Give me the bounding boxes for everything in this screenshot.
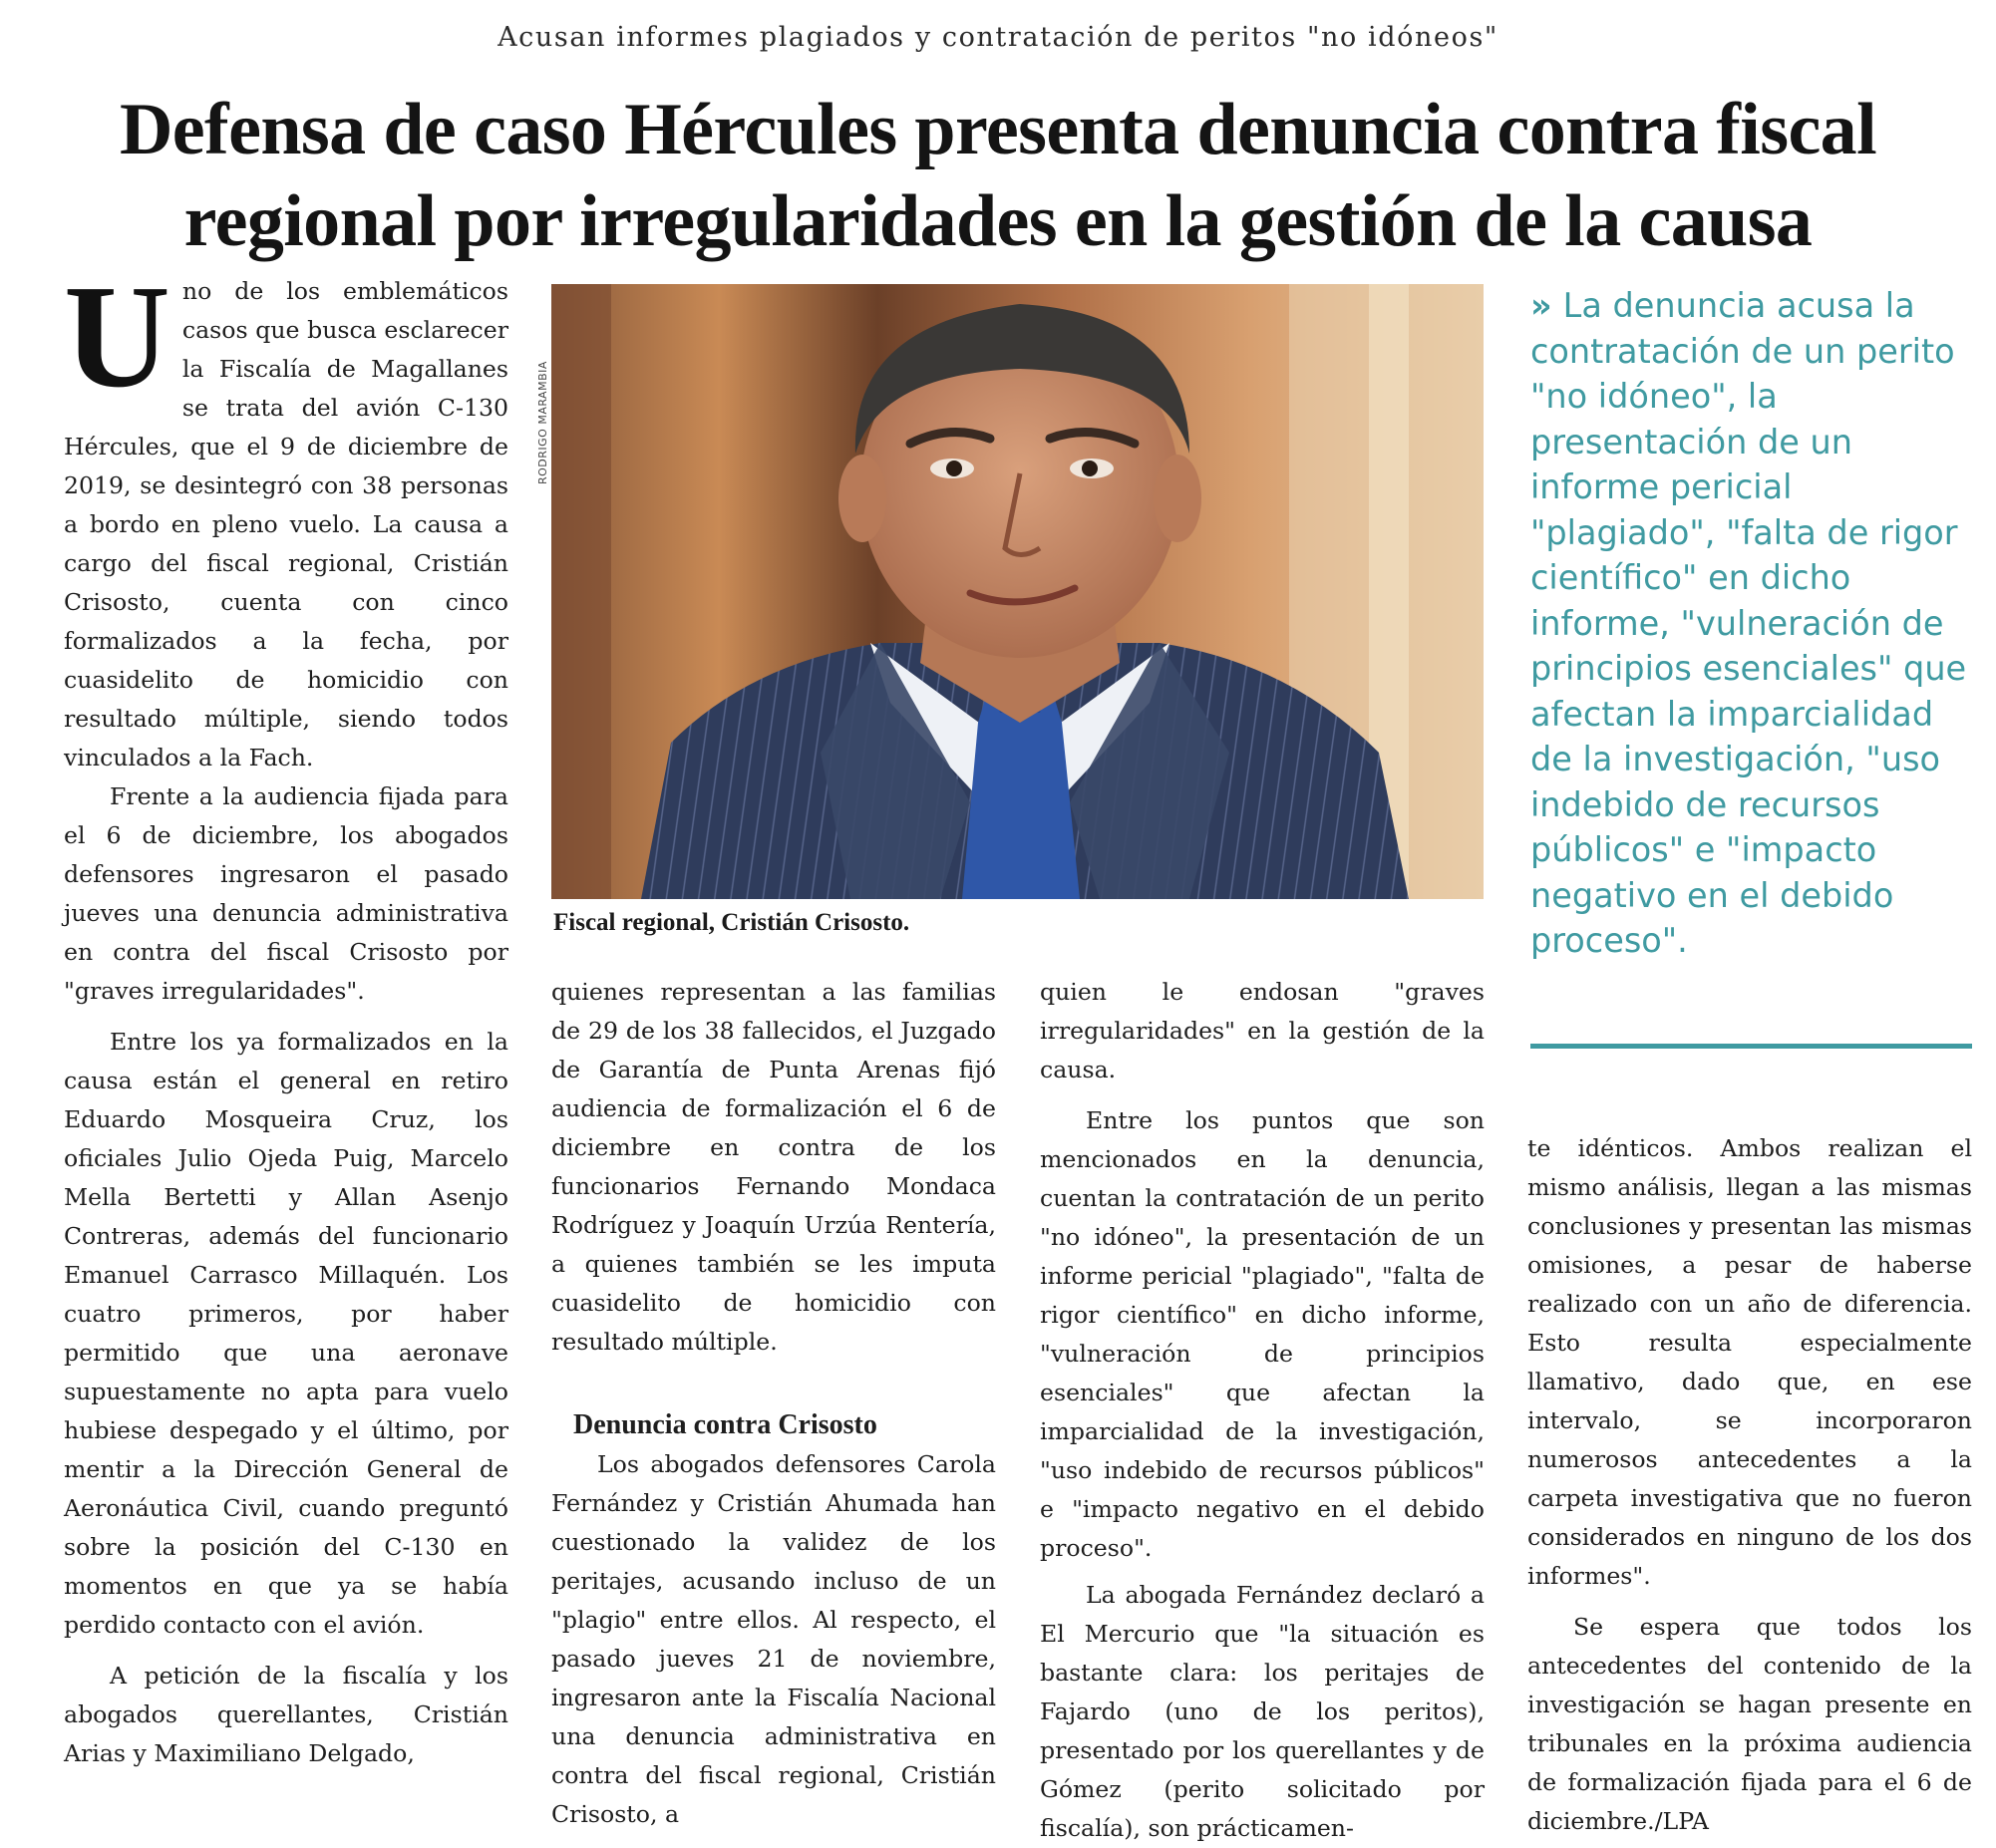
body-column-2 [551,973,996,1834]
photo-credit: RODRIGO MARAMBIA [536,361,549,484]
pull-quote [1530,283,1969,964]
paragraph-4: A petición de la fiscalía y los abogados querellantes, Cristián Arias y Maximiliano Delgado, [64,1662,508,1767]
paragraph-9: La abogada Fernández declaró a El Mercurio que "la situación es bastante clara: los peritajes de Fajardo (uno de los peritos), presentado por los querellantes y de Gómez (perito solicitado por fiscalía), son prácticamen- [1040,1581,1485,1842]
pull-quote-rule [1530,1044,1972,1049]
article-headline: Defensa de caso Hércules presenta denuncia contra fiscal regional por irregularidades en la gestión de la causa [119,89,1877,262]
drop-cap: U [64,255,170,419]
paragraph-8: Entre los puntos que son mencionados en la denuncia, cuentan la contratación de un perito "no idóneo", la presentación de un informe pericial "plagiado", "falta de rigor científico" en dicho informe, "vulneración de principios esenciales" que afectan la imparcialidad de la investigación, "uso indebido de recursos públicos" e "impacto negativo en el debido proceso". [1040,1106,1485,1562]
portrait-photo [551,284,1484,899]
paragraph-6: Los abogados defensores Carola Fernández y Cristián Ahumada han cuestionado la validez de los peritajes, acusando incluso de un "plagio" entre ellos. Al respecto, el pasado jueves 21 de noviembre, ingresaron ante la Fiscalía Nacional una denuncia administrativa en contra del fiscal regional, Cristián Crisosto, a [551,1450,996,1828]
portrait-illustration [551,284,1484,899]
paragraph-10: te idénticos. Ambos realizan el mismo análisis, llegan a las mismas conclusiones y presentan las mismas omisiones, a pesar de haberse realizado con un año de diferencia. Esto resulta especialmente llamativo, dado que, en ese intervalo, se incorporaron numerosos antecedentes a la carpeta investigativa que no fueron considerados en ninguno de los dos informes". [1527,1134,1972,1590]
body-column-3 [1040,973,1485,1848]
article-kicker: Acusan informes plagiados y contratación de peritos "no idóneos" [498,22,1498,53]
paragraph-11: Se espera que todos los antecedentes del contenido de la investigación se hagan presente en tribunales en la próxima audiencia de formalización fijada para el 6 de diciembre./LPA [1527,1613,1972,1835]
photo-caption: Fiscal regional, Cristián Crisosto. [553,909,910,936]
section-subhead: Denuncia contra Crisosto [573,1409,877,1440]
paragraph-5: quienes representan a las familias de 29 de los 38 fallecidos, el Juzgado de Garantía de Punta Arenas fijó audiencia de formalización el 6 de diciembre en contra de los funcionarios Fernando Mondaca Rodríguez y Joaquín Urzúa Rentería, a quienes también se les imputa cuasidelito de homicidio con resultado múltiple. [551,978,996,1356]
paragraph-1-text: no de los emblemáticos casos que busca esclarecer la Fiscalía de Magallanes se trata del avión C-130 Hércules, que el 9 de diciembre de 2019, se desintegró con 38 personas a bordo en pleno vuelo. La causa a cargo del fiscal regional, Cristián Crisosto, cuenta con cinco formalizados a la fecha, por cuasidelito de homicidio con resultado múltiple, siendo todos vinculados a la Fach. [64,277,508,771]
paragraph-3: Entre los ya formalizados en la causa están el general en retiro Eduardo Mosqueira Cruz, los oficiales Julio Ojeda Puig, Marcelo Mella Bertetti y Allan Asenjo Contreras, además del funcionario Emanuel Carrasco Millaquén. Los cuatro primeros, por haber permitido que una aeronave supuestamente no apta para vuelo hubiese despegado y el último, por mentir a la Dirección General de Aeronáutica Civil, cuando preguntó sobre la posición del C-130 en momentos en que ya se había perdido contacto con el avión. [64,1028,508,1639]
paragraph-7: quien le endosan "graves irregularidades" en la gestión de la causa. [1040,978,1485,1083]
paragraph-2: Frente a la audiencia fijada para el 6 de diciembre, los abogados defensores ingresaron el pasado jueves una denuncia administrativa en contra del fiscal Crisosto por "graves irregularidades". [64,782,508,1005]
double-chevron-icon: » [1530,286,1549,325]
body-column-1 [64,255,508,1773]
pull-quote-text: La denuncia acusa la contratación de un perito "no idóneo", la presentación de un informe pericial "plagiado", "falta de rigor científico" en dicho informe, "vulneración de principios esenciales" que afectan la imparcialidad de la investigación, "uso indebido de recursos públicos" e "impacto negativo en el debido proceso". [1530,286,1967,960]
body-column-4 [1527,1129,1972,1841]
paragraph-1 [64,255,508,777]
